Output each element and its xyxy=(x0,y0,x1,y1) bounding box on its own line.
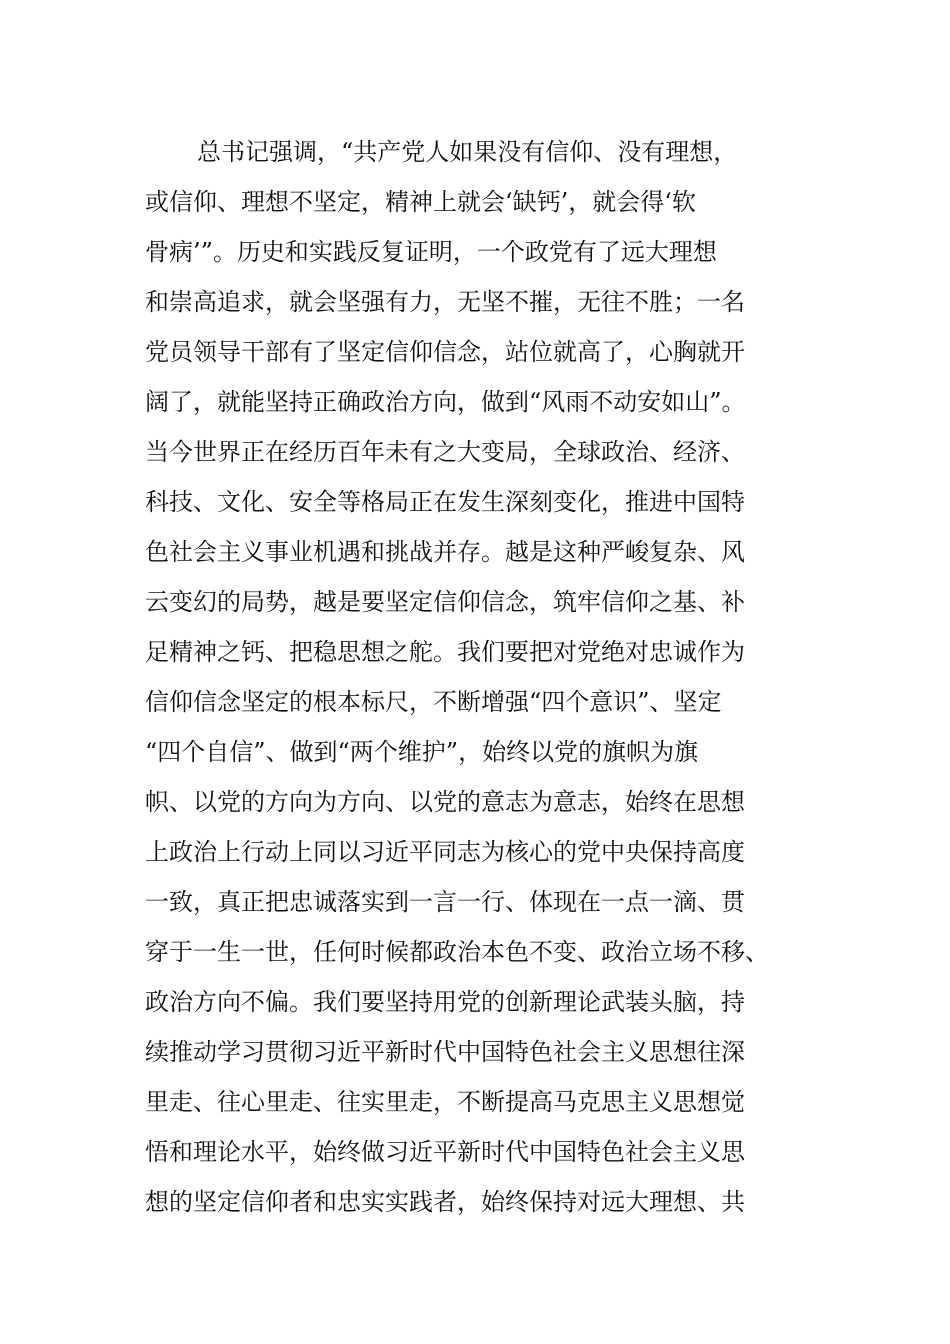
text-line: “四个自信”、做到“两个维护”，始终以党的旗帜为旗 xyxy=(145,738,699,766)
text-line: 穿于一生一世，任何时候都政治本色不变、政治立场不移、 xyxy=(145,938,769,966)
text-line: 当今世界正在经历百年未有之大变局，全球政治、经济、 xyxy=(145,438,745,466)
text-line: 想的坚定信仰者和忠实实践者，始终保持对远大理想、共 xyxy=(145,1188,745,1216)
paragraph xyxy=(145,127,805,1227)
text-line: 科技、文化、安全等格局正在发生深刻变化，推进中国特 xyxy=(145,488,745,516)
text-line: 帜、以党的方向为方向、以党的意志为意志，始终在思想 xyxy=(145,788,745,816)
text-line: 足精神之钙、把稳思想之舵。我们要把对党绝对忠诚作为 xyxy=(145,638,745,666)
text-line: 党员领导干部有了坚定信仰信念，站位就高了，心胸就开 xyxy=(145,338,745,366)
text-line: 或信仰、理想不坚定，精神上就会‘缺钙’，就会得‘软 xyxy=(145,188,696,216)
text-line: 云变幻的局势，越是要坚定信仰信念，筑牢信仰之基、补 xyxy=(145,588,745,616)
text-line: 骨病’”。历史和实践反复证明，一个政党有了远大理想 xyxy=(145,238,717,266)
text-line: 上政治上行动上同以习近平同志为核心的党中央保持高度 xyxy=(145,838,745,866)
text-line: 阔了，就能坚持正确政治方向，做到“风雨不动安如山”。 xyxy=(145,388,746,416)
text-line: 悟和理论水平，始终做习近平新时代中国特色社会主义思 xyxy=(145,1138,745,1166)
text-line: 总书记强调，“共产党人如果没有信仰、没有理想， xyxy=(197,138,738,166)
text-line: 续推动学习贯彻习近平新时代中国特色社会主义思想往深 xyxy=(145,1038,745,1066)
text-line: 一致，真正把忠诚落实到一言一行、体现在一点一滴、贯 xyxy=(145,888,745,916)
text-line: 里走、往心里走、往实里走，不断提高马克思主义思想觉 xyxy=(145,1088,745,1116)
text-line: 政治方向不偏。我们要坚持用党的创新理论武装头脑，持 xyxy=(145,988,745,1016)
text-line: 色社会主义事业机遇和挑战并存。越是这种严峻复杂、风 xyxy=(145,538,745,566)
text-line: 和崇高追求，就会坚强有力，无坚不摧，无往不胜；一名 xyxy=(145,288,745,316)
text-line: 信仰信念坚定的根本标尺，不断增强“四个意识”、坚定 xyxy=(145,688,722,716)
